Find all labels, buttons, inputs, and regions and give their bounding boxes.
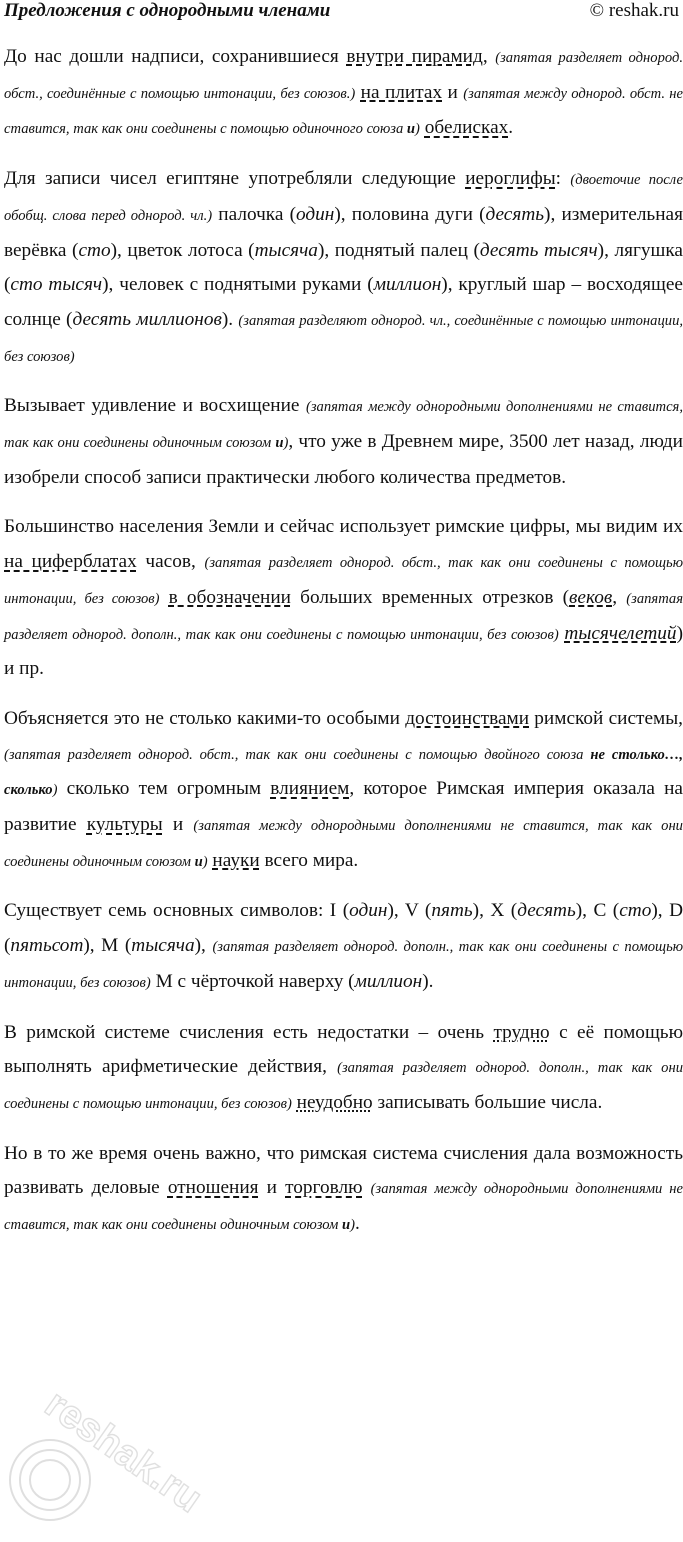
grammar-note: ) (283, 435, 289, 452)
text-run: ) и пр. (4, 622, 683, 680)
grammar-note: (запятая разделяет однород. дополн., так как они соединены с помощью интонации, без союзов) (4, 1060, 683, 1112)
text-run: записывать большие числа. (372, 1091, 603, 1113)
text-run: Но в то же время очень важно, что римская система счисления дала возможность развивать деловые (4, 1142, 683, 1199)
text-run: ), C ( (575, 900, 620, 922)
grammar-note: (запятая между однород. обст. не ставится, так как они соединены с помощью одиночного союза (4, 85, 683, 138)
underlined-term: влиянием (270, 778, 350, 800)
grammar-note: ) (202, 853, 208, 870)
dotted-term: неудобно (296, 1091, 373, 1113)
paragraph-4 (4, 510, 683, 687)
site-credit: © reshak.ru (589, 0, 679, 21)
underlined-term: внутри пирамид (346, 46, 483, 67)
italic-term: миллион (373, 274, 442, 296)
grammar-note: (двоеточие после обобщ. слова перед однород. чл.) (4, 172, 683, 224)
grammar-note-emphasis: и (194, 853, 203, 870)
italic-term: тысяча (254, 239, 318, 261)
grammar-note: (запятая разделяет однород. дополн., так как они соединены с помощью интонации, без союзов) (4, 939, 683, 991)
grammar-note: (запятая разделяет однород. обст., так как они соединены с помощью интонации, без союзов) (4, 555, 683, 607)
paragraph-8 (4, 1137, 683, 1243)
text-run: ), лягушка ( (4, 239, 683, 296)
underlined-term: культуры (86, 814, 163, 836)
text-run (363, 1177, 371, 1198)
underlined-italic-term: тысячелетий (564, 622, 677, 644)
text-run: Объясняется это не столько какими-то особыми (4, 707, 406, 729)
text-run: ), V ( (387, 900, 432, 922)
italic-term: сто (619, 900, 652, 922)
text-run: , (482, 46, 496, 67)
italic-term: сто тысяч (10, 274, 103, 296)
text-run: ), измерительная верёвка ( (4, 203, 683, 261)
text-run: больших временных отрезков ( (290, 586, 570, 608)
text-run: ), D ( (4, 900, 683, 957)
grammar-note: ) (350, 1217, 356, 1234)
italic-term: десять (517, 900, 576, 922)
text-run: и (258, 1177, 286, 1199)
grammar-note-emphasis: и (406, 121, 416, 138)
grammar-note: (запятая разделяют однород. чл., соединённые с помощью интонации, без союзов) (4, 312, 683, 365)
paragraph-7 (4, 1016, 683, 1122)
paragraph-5 (4, 702, 683, 880)
document-body (4, 40, 683, 1258)
grammar-note-emphasis: и (275, 435, 284, 452)
text-run: Существует семь основных символов: I ( (4, 900, 350, 922)
paragraph-1 (4, 40, 683, 147)
text-run: : (555, 168, 571, 190)
underlined-term: иероглифы (465, 168, 556, 190)
text-run: ), круглый шар – восходящее солнце ( (4, 274, 683, 330)
underlined-term: торговлю (285, 1177, 363, 1199)
text-run: M с чёрточкой наверху ( (150, 970, 355, 992)
text-run: . (355, 1213, 360, 1235)
text-run: римской системы, (529, 707, 683, 729)
grammar-note: (запятая разделяет однород. обст., соединённые с помощью интонации, без союзов.) (4, 50, 683, 102)
text-run: ), поднятый палец ( (317, 239, 480, 261)
grammar-note: (запятая разделяет однород. дополн., так как они соединены с помощью интонации, без союзов) (4, 590, 683, 643)
text-run: ), человек с поднятыми руками ( (102, 274, 374, 296)
paragraph-2 (4, 162, 683, 374)
underlined-italic-term: веков (569, 586, 613, 608)
italic-term: тысяча (131, 935, 195, 957)
italic-term: десять тысяч (479, 239, 598, 261)
text-run: часов, (136, 551, 205, 573)
grammar-note: (запятая разделяет однород. обст., так как они соединены с помощью двойного союза (4, 746, 591, 763)
italic-term: один (349, 900, 388, 922)
text-run: с её помощью выполнять арифметические действия, (4, 1021, 683, 1078)
text-run: Вызывает удивление и восхищение (4, 395, 306, 417)
text-run: ), половина дуги ( (334, 203, 486, 225)
text-run: ). (221, 308, 239, 330)
text-run: сколько тем огромным (57, 778, 271, 800)
grammar-note: (запятая между однородными дополнениями не ставится, так как они соединены одиночным союзом (4, 818, 683, 870)
paragraph-3 (4, 389, 683, 495)
paragraph-6 (4, 894, 683, 1000)
text-run: всего мира. (259, 849, 359, 871)
italic-term: один (296, 203, 335, 225)
svg-text:reshak.ru: reshak.ru (37, 1381, 210, 1522)
italic-term: десять (485, 203, 545, 225)
grammar-note-emphasis: и (342, 1217, 351, 1234)
underlined-term: на плитах (360, 81, 443, 103)
grammar-note: ) (52, 782, 58, 799)
text-run: , что уже в Древнем мире, 3500 лет назад, люди изобрели способ записи практически любого количества предметов. (4, 431, 683, 488)
page-title: Предложения с однородными членами (4, 0, 331, 21)
text-run: и (442, 81, 464, 103)
text-run: Для записи чисел египтяне употребляли следующие (4, 168, 466, 190)
watermark-logo (2, 1381, 210, 1535)
underlined-term: обелисках (424, 117, 509, 139)
text-run: ). (422, 970, 434, 992)
text-run: Большинство населения Земли и сейчас использует римские цифры, мы видим их (4, 516, 683, 538)
text-run: и (162, 814, 194, 836)
text-run: ), цветок лотоса ( (110, 239, 255, 261)
underlined-term: отношения (167, 1177, 259, 1199)
text-run (159, 587, 168, 608)
text-run: . (508, 117, 514, 139)
text-run: В римской системе счисления есть недостатки – очень (4, 1021, 494, 1043)
italic-term: десять миллионов (72, 308, 222, 330)
text-run: ), (194, 935, 213, 957)
italic-term: пять (431, 900, 473, 922)
grammar-note: (запятая между однородными дополнениями не ставится, так как они соединены одиночным союзом (4, 1181, 683, 1234)
grammar-note-emphasis: не столько…, сколько (4, 746, 683, 799)
underlined-term: науки (212, 849, 260, 871)
underlined-term: в обозначении (168, 586, 291, 608)
dotted-term: трудно (493, 1021, 550, 1043)
text-run: палочка ( (212, 203, 297, 225)
italic-term: пятьсот (10, 935, 84, 957)
underlined-term: на циферблатах (4, 551, 137, 573)
grammar-note: ) (415, 121, 420, 138)
grammar-note: (запятая между однородными дополнениями не ставится, так как они соединены одиночным союзом (4, 399, 683, 452)
text-run: , которое Римская империя оказала на развитие (4, 778, 683, 836)
text-run: ), M ( (83, 935, 132, 957)
italic-term: сто (78, 239, 111, 261)
italic-term: миллион (354, 970, 423, 992)
text-run: ), X ( (472, 900, 518, 922)
text-run: , (612, 586, 627, 608)
page-header (0, 0, 683, 24)
text-run: До нас дошли надписи, сохранившиеся (4, 46, 347, 67)
underlined-term: достоинствами (405, 707, 530, 729)
